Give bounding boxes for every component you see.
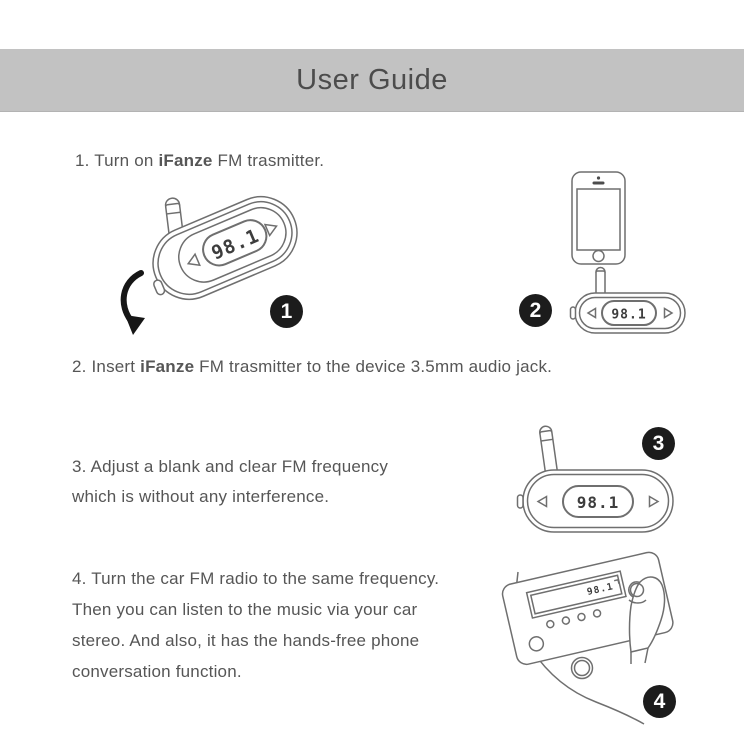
step3-text [72,452,388,512]
step4-line2: Then you can listen to the music via your car [72,600,418,619]
audio-jack-plug [539,425,557,473]
step2-text-prefix: 2. Insert [72,357,141,376]
step1-badge: 1 [270,295,303,328]
radio-frequency: 98.1 [586,581,615,598]
step3-line1: 3. Adjust a blank and clear FM frequency [72,457,389,476]
transmitter-body [518,470,674,532]
brand-name: iFanze [158,151,213,170]
phone-camera-icon [597,176,600,179]
header-bar [0,49,744,112]
brand-name: iFanze [140,357,195,376]
step3-badge: 3 [642,427,675,460]
step1-text [75,151,324,171]
step4-text [72,563,439,687]
lcd-frequency: 98.1 [576,493,620,512]
power-button [571,307,576,319]
page-title: User Guide [296,63,448,96]
step2-text-suffix: FM trasmitter to the device 3.5mm audio jack. [194,357,553,376]
lcd-frequency: 98.1 [611,307,647,323]
car-radio-illustration [490,540,725,750]
phone-with-transmitter-illustration [555,160,705,345]
lcd-frequency: 98.1 [208,224,263,265]
step1-text-prefix: 1. Turn on [75,151,159,170]
fm-transmitter-illustration-step1 [105,185,355,350]
fm-transmitter-illustration-step3 [505,415,705,550]
step2-badge: 2 [519,294,552,327]
transmitter-body [137,186,308,313]
step3-line2: which is without any interference. [72,487,330,506]
step1-text-suffix: FM trasmitter. [212,151,325,170]
step4-line4: conversation function. [72,662,242,681]
power-arrow-icon [124,273,145,335]
step4-badge: 4 [643,685,676,718]
step4-line1: 4. Turn the car FM radio to the same frequency. [72,569,440,588]
step4-line3: stereo. And also, it has the hands-free phone [72,631,420,650]
audio-jack-plug [596,268,605,295]
transmitter-body [571,293,686,333]
power-button [518,495,524,508]
step2-text [72,357,552,377]
phone-speaker-icon [593,182,605,185]
